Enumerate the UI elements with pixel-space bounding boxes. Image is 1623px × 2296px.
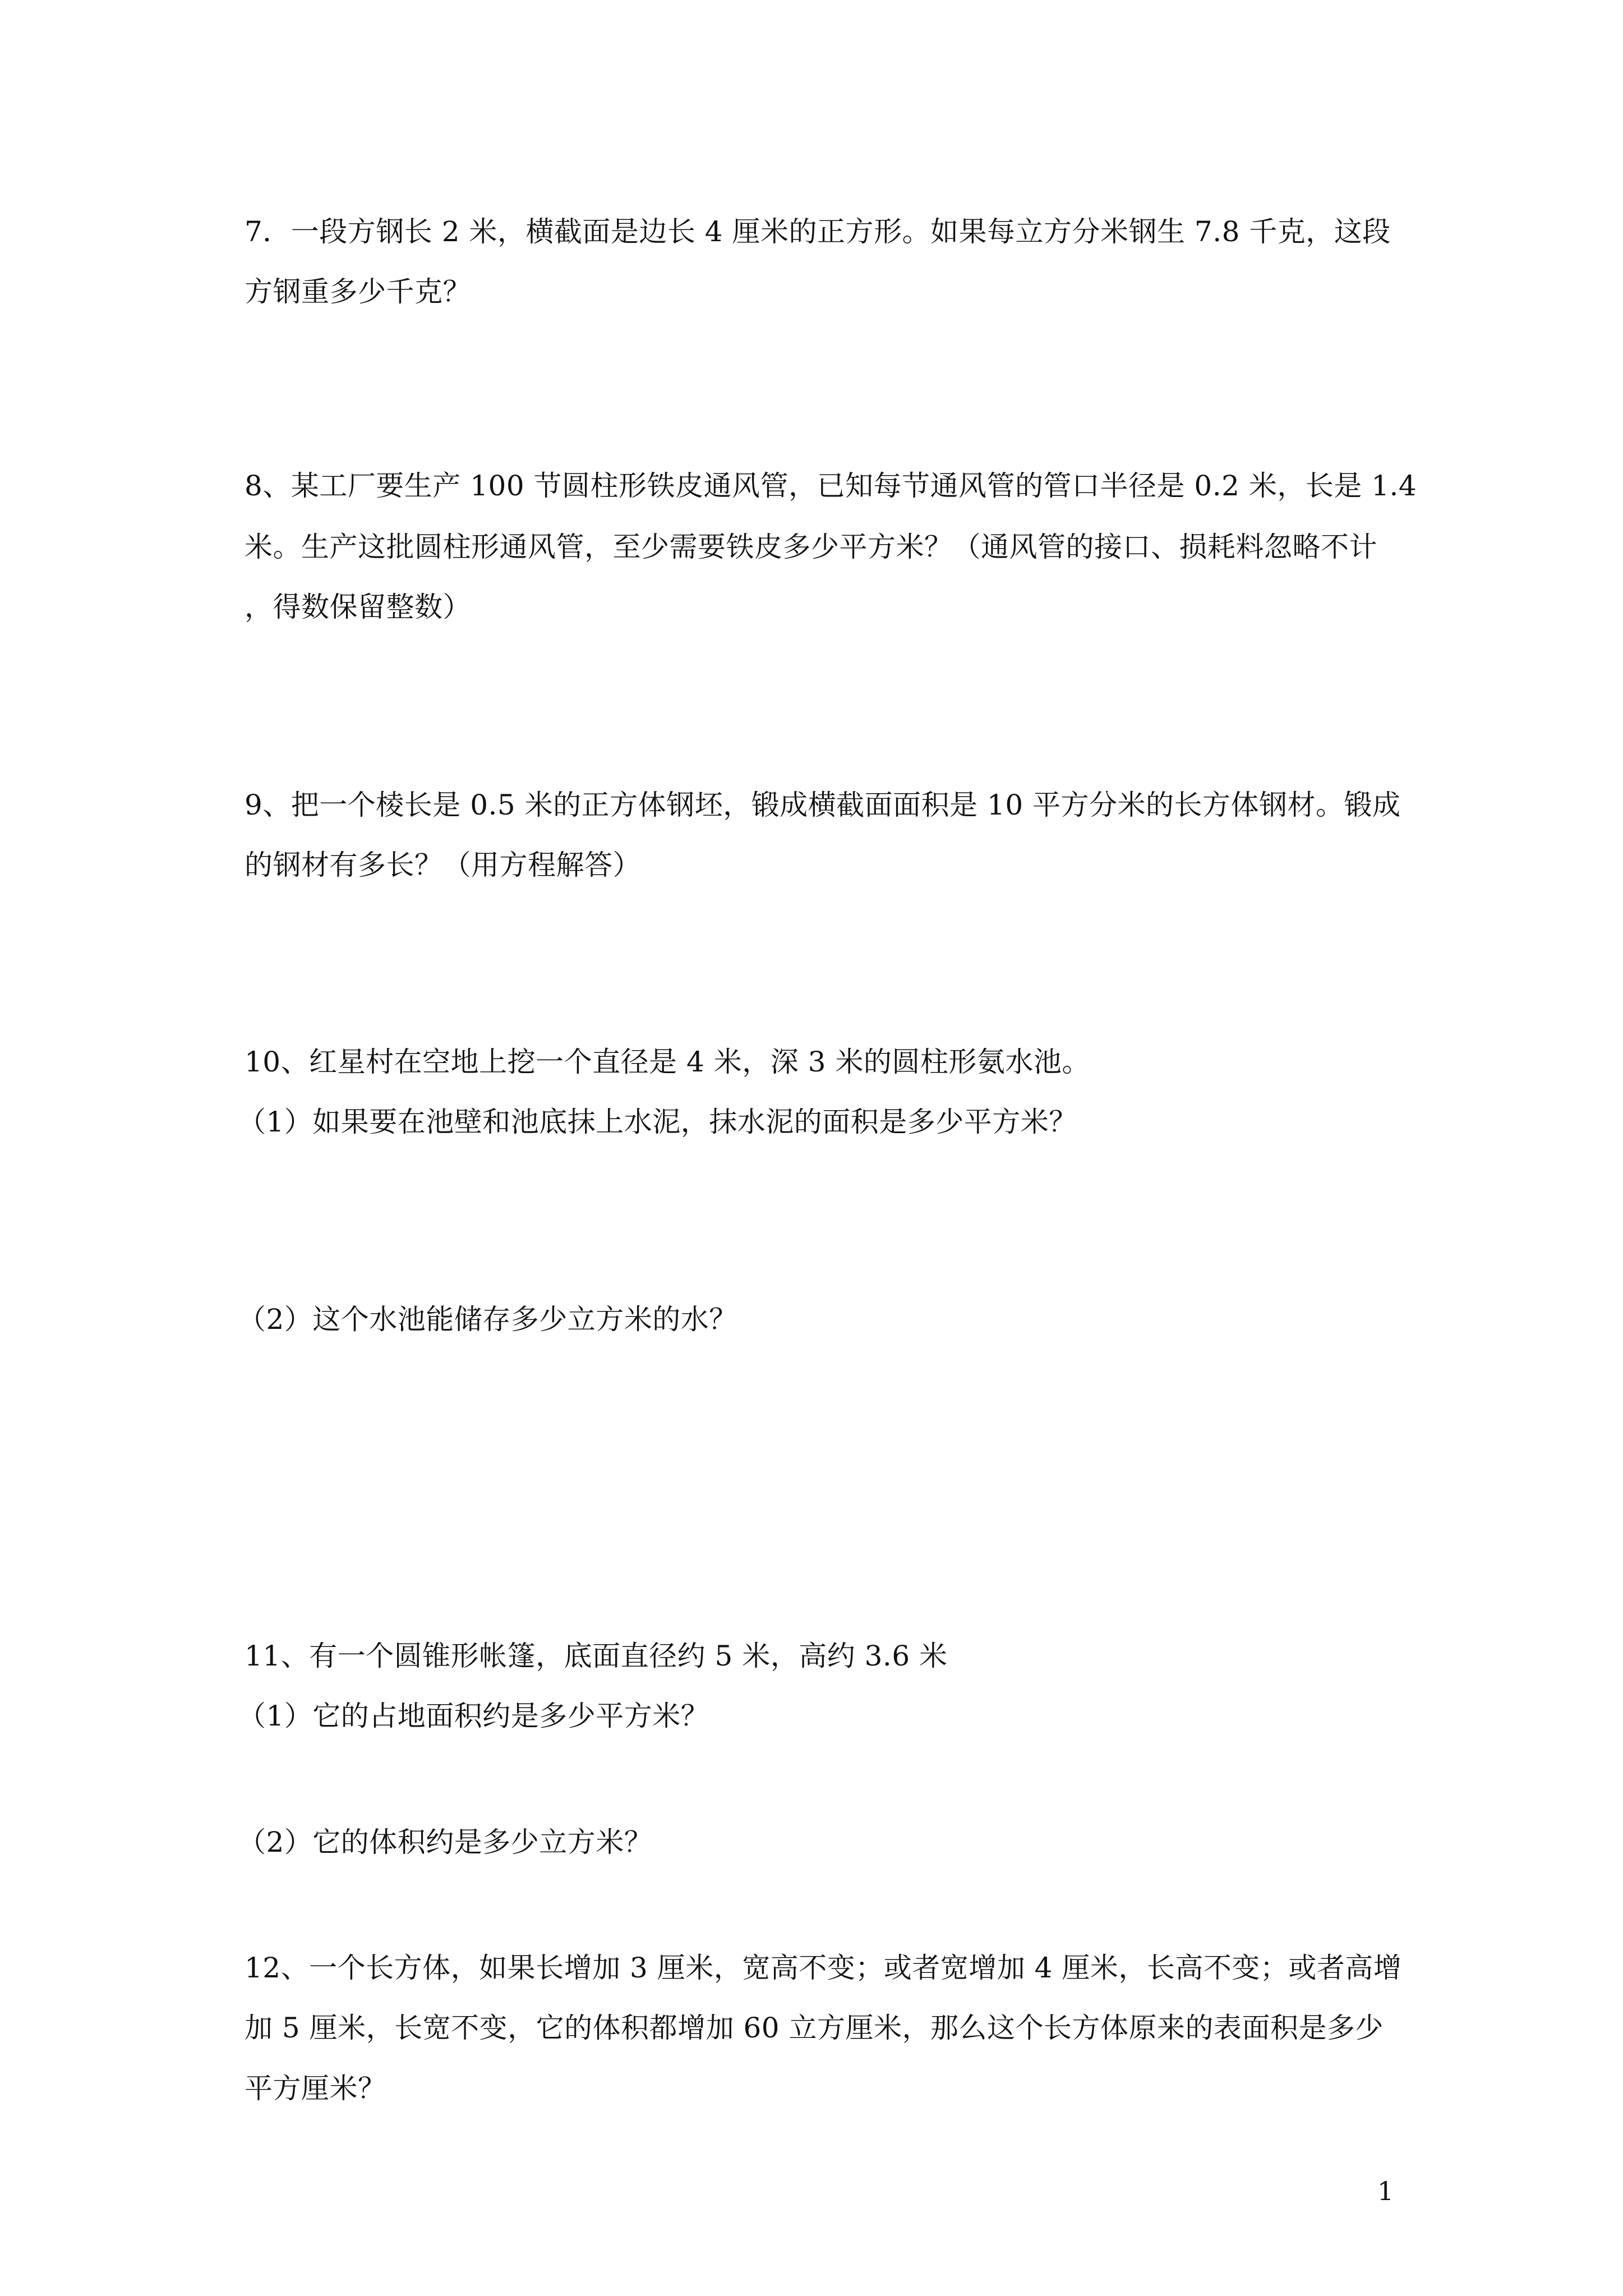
question-12-line-3: 平方厘米？ [245,2072,386,2105]
question-9-line-1: 9、把一个棱长是 0.5 米的正方体钢坯，锻成横截面面积是 10 平方分米的长方体钢材。锻成 [245,789,1401,821]
question-8-line-3: ，得数保留整数） [245,591,471,623]
question-8-line-2: 米。生产这批圆柱形通风管，至少需要铁皮多少平方米？（通风管的接口、损耗料忽略不计 [245,531,1377,563]
question-9-line-2: 的钢材有多长？（用方程解答） [245,849,641,881]
question-10-part-2: （2）这个水池能储存多少立方米的水？ [238,1303,737,1336]
question-8-line-1: 8、某工厂要生产 100 节圆柱形铁皮通风管，已知每节通风管的管口半径是 0.2 米，长是 1.4 [245,470,1417,502]
question-11-line-1: 11、有一个圆锥形帐篷，底面直径约 5 米，高约 3.6 米 [245,1640,948,1672]
question-10-part-1: （1）如果要在池壁和池底抹上水泥，抹水泥的面积是多少平方米？ [238,1106,1077,1138]
question-10-line-1: 10、红星村在空地上挖一个直径是 4 米，深 3 米的圆柱形氨水池。 [245,1046,1090,1078]
question-11-part-1: （1）它的占地面积约是多少平方米？ [238,1700,709,1732]
question-12-line-1: 12、一个长方体，如果长增加 3 厘米，宽高不变；或者宽增加 4 厘米，长高不变；或者高增 [245,1952,1402,1984]
question-7-line-2: 方钢重多少千克？ [245,275,471,308]
question-7-line-1: 7．一段方钢长 2 米，横截面是边长 4 厘米的正方形。如果每立方分米钢生 7.8 千克，这段 [245,215,1391,248]
page-number: 1 [1377,2176,1394,2206]
question-11-part-2: （2）它的体积约是多少立方米？ [238,1826,653,1858]
question-12-line-2: 加 5 厘米，长宽不变，它的体积都增加 60 立方厘米，那么这个长方体原来的表面积是多少 [245,2012,1384,2044]
